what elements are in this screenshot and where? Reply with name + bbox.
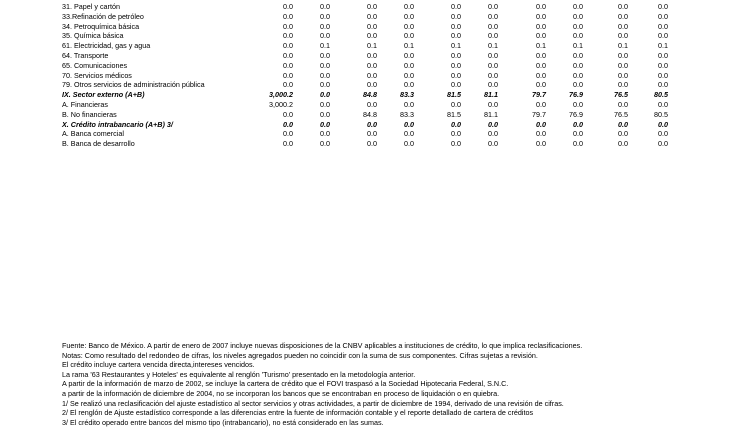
table-cell: 0.0 — [658, 129, 668, 139]
table-cell: 0.0 — [283, 80, 293, 90]
row-label: X. Crédito intrabancario (A+B) 3/ — [62, 119, 173, 129]
table-cell: 81.5 — [447, 109, 461, 119]
footnote-line: Notas: Como resultado del redondeo de cifras, los niveles agregados pueden no coincidir con la suma de sus componentes. Cifras sujetas a revisión. — [62, 350, 538, 360]
table-cell: 0.0 — [536, 11, 546, 21]
table-cell: 0.1 — [618, 41, 628, 51]
table-cell: 0.0 — [320, 100, 330, 109]
table-cell: 0.0 — [618, 51, 628, 60]
table-cell: 0.0 — [658, 21, 668, 31]
table-cell: 0.1 — [658, 41, 668, 51]
table-cell: 0.0 — [367, 119, 377, 129]
table-cell: 0.0 — [283, 129, 293, 139]
table-cell: 0.0 — [451, 21, 461, 31]
table-cell: 0.0 — [618, 2, 628, 11]
table-cell: 0.0 — [320, 90, 330, 100]
row-label: 70. Servicios médicos — [62, 70, 132, 80]
row-label: 61. Electricidad, gas y agua — [62, 41, 151, 51]
table-cell: 0.0 — [404, 129, 414, 139]
table-cell: 0.0 — [404, 100, 414, 109]
table-cell: 0.0 — [367, 129, 377, 139]
footnote-line: 3/ El crédito operado entre bancos del mismo tipo (intrabancario), no está considerado en las sumas. — [62, 417, 384, 427]
table-row — [0, 120, 735, 130]
table-cell: 0.0 — [536, 51, 546, 60]
table-row — [0, 2, 735, 12]
table-cell: 0.0 — [488, 51, 498, 60]
table-cell: 0.0 — [320, 80, 330, 90]
row-label: 79. Otros servicios de administración pública — [62, 80, 205, 90]
table-cell: 0.0 — [283, 51, 293, 60]
table-cell: 0.0 — [536, 31, 546, 41]
row-label: A. Financieras — [62, 100, 108, 109]
table-cell: 0.0 — [451, 80, 461, 90]
table-cell: 0.0 — [367, 139, 377, 149]
table-cell: 0.0 — [404, 70, 414, 80]
table-row — [0, 80, 735, 90]
table-cell: 0.0 — [488, 2, 498, 11]
table-row — [0, 22, 735, 32]
table-cell: 0.0 — [573, 51, 583, 60]
table-cell: 83.3 — [400, 90, 414, 100]
table-cell: 0.1 — [573, 41, 583, 51]
table-cell: 0.0 — [283, 31, 293, 41]
table-cell: 0.0 — [404, 2, 414, 11]
table-cell: 0.0 — [573, 80, 583, 90]
table-cell: 0.0 — [283, 41, 293, 51]
table-cell: 0.0 — [451, 119, 461, 129]
table-cell: 0.0 — [367, 21, 377, 31]
table-cell: 0.0 — [658, 2, 668, 11]
table-cell: 0.0 — [451, 31, 461, 41]
row-label: A. Banca comercial — [62, 129, 124, 139]
table-cell: 0.0 — [536, 21, 546, 31]
table-cell: 0.1 — [488, 41, 498, 51]
table-cell: 0.0 — [367, 60, 377, 70]
table-cell: 0.0 — [536, 60, 546, 70]
table-cell: 0.0 — [488, 21, 498, 31]
table-cell: 81.1 — [484, 90, 498, 100]
table-cell: 0.0 — [488, 60, 498, 70]
table-cell: 84.8 — [363, 109, 377, 119]
table-cell: 84.8 — [363, 90, 377, 100]
table-cell: 0.0 — [451, 70, 461, 80]
row-label: 34. Petroquímica básica — [62, 21, 140, 31]
table-row — [0, 71, 735, 81]
table-row — [0, 90, 735, 100]
table-row — [0, 31, 735, 41]
table-cell: 76.9 — [569, 109, 583, 119]
table-cell: 0.0 — [536, 119, 546, 129]
table-cell: 0.0 — [658, 100, 668, 109]
table-cell: 80.5 — [654, 109, 668, 119]
table-row — [0, 110, 735, 120]
table-cell: 0.0 — [488, 80, 498, 90]
table-cell: 0.0 — [283, 119, 293, 129]
footnote-line: a partir de la información de diciembre de 2004, no se incorporan los bancos que se encontraban en proceso de liquidación o en quiebra. — [62, 388, 500, 398]
row-label: 33.Refinación de petróleo — [62, 11, 144, 21]
table-cell: 0.0 — [451, 100, 461, 109]
row-label: B. No financieras — [62, 109, 117, 119]
table-cell: 0.0 — [618, 80, 628, 90]
table-cell: 0.0 — [283, 11, 293, 21]
table-cell: 0.0 — [320, 60, 330, 70]
row-label: 31. Papel y cartón — [62, 2, 120, 11]
table-cell: 0.0 — [536, 70, 546, 80]
footnotes — [62, 341, 732, 427]
table-cell: 0.1 — [451, 41, 461, 51]
table-cell: 0.0 — [367, 51, 377, 60]
table-cell: 0.0 — [658, 70, 668, 80]
table-cell: 0.0 — [367, 70, 377, 80]
row-label: 35. Química básica — [62, 31, 124, 41]
table-cell: 79.7 — [532, 109, 546, 119]
table-cell: 76.5 — [614, 109, 628, 119]
table-cell: 0.0 — [488, 11, 498, 21]
footnote-line: 1/ Se realizó una reclasificación del ajuste estadístico al sector servicios y otras actividades, a partir de diciembre de 1994, derivado de una revisión de cifras. — [62, 398, 564, 408]
table-cell: 0.0 — [320, 119, 330, 129]
table-cell: 0.0 — [283, 2, 293, 11]
footnote-line: 2/ El renglón de Ajuste estadístico corresponde a las diferencias entre la fuente de información contable y el reporte detallado de cartera de créditos — [62, 408, 534, 418]
table-cell: 0.0 — [451, 51, 461, 60]
table-cell: 0.0 — [404, 139, 414, 149]
table-cell: 81.1 — [484, 109, 498, 119]
table-cell: 0.0 — [320, 31, 330, 41]
table-cell: 0.0 — [618, 100, 628, 109]
row-label: B. Banca de desarrollo — [62, 139, 135, 149]
table-cell: 0.0 — [618, 119, 628, 129]
table-cell: 0.0 — [283, 21, 293, 31]
table-cell: 0.0 — [618, 139, 628, 149]
table-row — [0, 61, 735, 71]
table-cell: 0.0 — [573, 100, 583, 109]
table-cell: 0.0 — [658, 51, 668, 60]
table-cell: 0.1 — [536, 41, 546, 51]
table-cell: 0.0 — [404, 80, 414, 90]
table-cell: 76.5 — [614, 90, 628, 100]
table-cell: 81.5 — [447, 90, 461, 100]
table-cell: 0.0 — [658, 80, 668, 90]
table-cell: 0.0 — [404, 119, 414, 129]
table-cell: 0.0 — [320, 70, 330, 80]
table-cell: 0.0 — [404, 21, 414, 31]
table-cell: 0.0 — [283, 60, 293, 70]
table-cell: 0.0 — [404, 51, 414, 60]
table-cell: 0.0 — [283, 70, 293, 80]
table-row — [0, 100, 735, 110]
table-cell: 0.0 — [404, 11, 414, 21]
table-cell: 0.0 — [320, 51, 330, 60]
footnote-line: Fuente: Banco de México. A partir de enero de 2007 incluye nuevas disposiciones de la CNBV aplicables a instituciones de crédito, lo que implica reclasificaciones. — [62, 341, 583, 350]
table-cell: 0.0 — [320, 109, 330, 119]
table-cell: 0.0 — [573, 129, 583, 139]
table-cell: 0.0 — [320, 11, 330, 21]
table-cell: 0.0 — [573, 119, 583, 129]
table-cell: 0.0 — [283, 139, 293, 149]
table-cell: 0.0 — [367, 2, 377, 11]
table-cell: 0.0 — [320, 2, 330, 11]
table-cell: 0.0 — [536, 139, 546, 149]
row-label: 65. Comunicaciones — [62, 60, 128, 70]
table-row — [0, 51, 735, 61]
table-cell: 0.0 — [488, 70, 498, 80]
table-cell: 0.0 — [618, 31, 628, 41]
table-cell: 0.0 — [451, 2, 461, 11]
footnote-line: A partir de la información de marzo de 2002, se incluye la cartera de crédito que el FOVI traspasó a la Sociedad Hipotecaria Federal, S.N.C. — [62, 379, 509, 389]
table-cell: 0.0 — [404, 31, 414, 41]
table-cell: 83.3 — [400, 109, 414, 119]
table-cell: 0.0 — [573, 139, 583, 149]
table-row — [0, 12, 735, 22]
table-cell: 0.0 — [618, 11, 628, 21]
table-cell: 0.0 — [488, 119, 498, 129]
row-label: IX. Sector externo (A+B) — [62, 90, 145, 100]
table-cell: 0.0 — [573, 70, 583, 80]
table-cell: 0.0 — [451, 60, 461, 70]
table-cell: 0.0 — [573, 11, 583, 21]
table-cell: 0.0 — [367, 100, 377, 109]
table-cell: 0.0 — [658, 119, 668, 129]
table-cell: 0.0 — [573, 21, 583, 31]
table-cell: 0.0 — [536, 80, 546, 90]
table-row — [0, 139, 735, 149]
table-cell: 0.0 — [320, 129, 330, 139]
table-cell: 0.0 — [367, 11, 377, 21]
table-cell: 76.9 — [569, 90, 583, 100]
table-cell: 0.0 — [536, 129, 546, 139]
table-cell: 79.7 — [532, 90, 546, 100]
table-cell: 0.0 — [618, 129, 628, 139]
footnote-line: El crédito incluye cartera vencida directa,intereses vencidos. — [62, 360, 255, 370]
table-cell: 0.0 — [536, 100, 546, 109]
table-cell: 0.1 — [367, 41, 377, 51]
table-cell: 0.0 — [573, 60, 583, 70]
table-cell: 0.0 — [658, 60, 668, 70]
table-cell: 3,000.2 — [269, 100, 293, 109]
table-cell: 0.0 — [536, 2, 546, 11]
table-cell: 0.0 — [320, 21, 330, 31]
row-label: 64. Transporte — [62, 51, 109, 60]
table-cell: 0.0 — [573, 31, 583, 41]
table-row — [0, 129, 735, 139]
table-cell: 0.0 — [618, 70, 628, 80]
table-cell: 0.0 — [658, 11, 668, 21]
table-cell: 0.0 — [320, 139, 330, 149]
table-row — [0, 41, 735, 51]
footnote-line: La rama '63 Restaurantes y Hoteles' es equivalente al renglón 'Turismo' presentado en la metodología anterior. — [62, 369, 416, 379]
table-cell: 0.0 — [367, 80, 377, 90]
table-cell: 0.0 — [367, 31, 377, 41]
table-cell: 0.0 — [488, 139, 498, 149]
table-cell: 0.0 — [488, 31, 498, 41]
table-cell: 0.0 — [658, 139, 668, 149]
table-cell: 0.0 — [658, 31, 668, 41]
table-cell: 0.0 — [573, 2, 583, 11]
table-cell: 0.0 — [488, 100, 498, 109]
table-cell: 0.0 — [618, 60, 628, 70]
table-cell: 0.0 — [488, 129, 498, 139]
table-cell: 0.0 — [404, 60, 414, 70]
table-cell: 0.0 — [451, 11, 461, 21]
table-cell: 0.1 — [404, 41, 414, 51]
table-cell: 0.1 — [320, 41, 330, 51]
table-cell: 0.0 — [451, 129, 461, 139]
table-cell: 0.0 — [283, 109, 293, 119]
table-cell: 0.0 — [451, 139, 461, 149]
table-cell: 3,000.2 — [269, 90, 293, 100]
table-cell: 80.5 — [654, 90, 668, 100]
table-cell: 0.0 — [618, 21, 628, 31]
